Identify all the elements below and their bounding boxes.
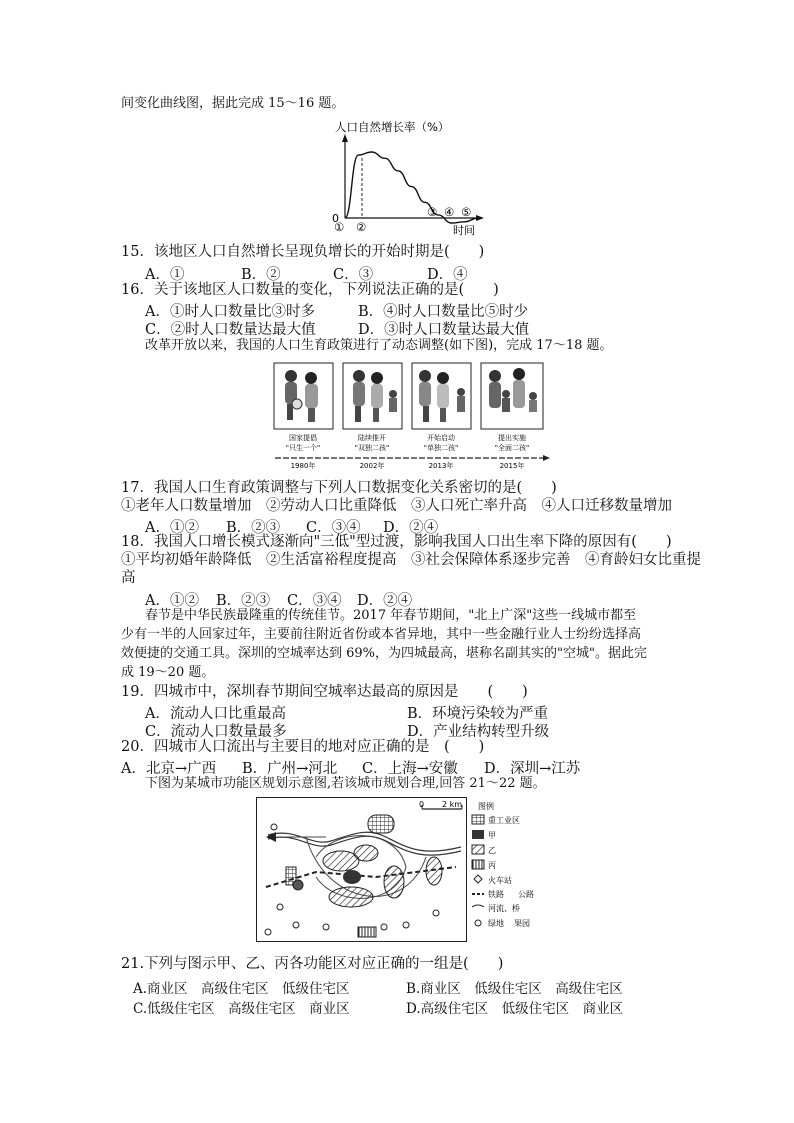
legend-title: 图例 — [478, 802, 494, 811]
q15-option-a[interactable]: A．① — [145, 267, 185, 283]
q21-stem: 21.下列与图示甲、乙、丙各功能区对应正确的一组是( ) — [121, 956, 504, 972]
road-arrow — [266, 832, 276, 842]
intro-text-15-16: 间变化曲线图，据此完成 15～16 题。 — [121, 96, 345, 111]
q21-option-c[interactable]: C.低级住宅区 高级住宅区 商业区 — [133, 1001, 350, 1017]
q15-option-c[interactable]: C．③ — [333, 267, 374, 283]
caption-1-line1: 国家提倡 — [289, 434, 317, 442]
panel-one-child — [274, 363, 333, 429]
caption-2-line1: 陆续推开 — [358, 434, 386, 442]
timeline-arrow — [543, 455, 550, 461]
q15-option-d[interactable]: D．④ — [427, 267, 468, 283]
q21-option-b[interactable]: B.商业区 低级住宅区 高级住宅区 — [406, 981, 623, 997]
caption-3-line2: "单独二孩" — [423, 444, 459, 452]
zone-bing — [358, 927, 376, 937]
q18-option-a[interactable]: A．①② — [145, 593, 199, 609]
intro-text-21-22: 下图为某城市功能区规划示意图,若该城市规划合理,回答 21～22 题。 — [145, 776, 546, 791]
intro-text-19-20-line4: 成 19～20 题。 — [121, 665, 215, 680]
q18-option-c[interactable]: C．③④ — [287, 593, 342, 609]
q17-items: ①老年人口数量增加 ②劳动人口比重降低 ③人口死亡率升高 ④人口迁移数量增加 — [121, 498, 672, 514]
q20-stem: 20．四城市人口流出与主要目的地对应正确的是 ( ) — [121, 739, 485, 755]
q20-option-a[interactable]: A．北京→广西 — [121, 761, 217, 777]
legend-yi: 乙 — [488, 846, 496, 855]
panel-double-only-two — [343, 363, 402, 429]
intro-text-19-20-line1: 春节是中华民族最隆重的传统佳节。2017 年春节期间，"北上广深"这些一线城市都至 — [145, 608, 637, 623]
legend-greenland: 绿地 — [488, 919, 504, 928]
q16-option-d[interactable]: D．③时人口数量达最大值 — [358, 322, 530, 338]
legend-river-bridge: 河流、桥 — [488, 904, 520, 913]
q19-stem: 19．四城市中，深圳春节期间空城率达最高的原因是 ( ) — [121, 684, 528, 700]
chart-xlabel: 时间 — [453, 224, 475, 237]
q18-option-d[interactable]: D．②④ — [357, 593, 413, 609]
intro-text-19-20-line3: 效便捷的交通工具。深圳的空城率达到 69%，为四城最高，堪称名副其实的"空城"。据此完 — [121, 646, 647, 661]
caption-2-year: 2002年 — [359, 462, 385, 470]
q17-stem: 17．我国人口生育政策调整与下列人口数据变化关系密切的是( ) — [121, 480, 557, 496]
q16-stem: 16．关于该地区人口数量的变化，下列说法正确的是( ) — [121, 282, 499, 298]
q19-option-c[interactable]: C．流动人口数量最多 — [145, 724, 287, 740]
legend-bing: 丙 — [488, 861, 496, 870]
q18-stem: 18．我国人口增长模式逐渐向"三低"型过渡，影响我国人口出生率下降的原因有( ) — [121, 534, 672, 550]
caption-1-year: 1980年 — [290, 462, 316, 470]
q17-option-b[interactable]: B．②③ — [226, 520, 281, 536]
q17-option-d[interactable]: D．②④ — [383, 520, 439, 536]
legend-railway: 铁路 — [488, 890, 504, 899]
y-axis-arrow — [342, 134, 348, 142]
q18-items-line2: 高 — [121, 570, 136, 586]
tree-legend-icon — [475, 920, 481, 926]
city-map — [256, 797, 546, 943]
q19-option-b[interactable]: B．环境污染较为严重 — [407, 706, 549, 722]
caption-3-year: 2013年 — [428, 462, 454, 470]
mark-5: ⑤ — [461, 205, 472, 219]
zone-jia — [343, 870, 361, 884]
caption-4-year: 2015年 — [499, 462, 525, 470]
q20-option-b[interactable]: B．广州→河北 — [242, 761, 338, 777]
growth-rate-chart — [320, 118, 510, 240]
mark-1: ① — [334, 220, 345, 234]
legend-heavy-industry: 重工业区 — [488, 816, 520, 825]
legend-orchard: 果园 — [514, 919, 530, 928]
q16-option-b[interactable]: B．④时人口数量比⑤时少 — [358, 304, 529, 320]
q21-option-d[interactable]: D.高级住宅区 低级住宅区 商业区 — [406, 1001, 624, 1017]
caption-2-line2: "双独二孩" — [354, 444, 390, 452]
q18-option-b[interactable]: B．②③ — [216, 593, 271, 609]
q18-items-line1: ①平均初婚年龄降低 ②生活富裕程度提高 ③社会保障体系逐步完善 ④育龄妇女比重提 — [121, 552, 701, 568]
policy-figure — [273, 362, 553, 472]
panel-single-only-two — [412, 363, 471, 429]
growth-curve — [345, 152, 478, 223]
panel-universal-two — [481, 363, 543, 429]
mark-3: ③ — [427, 205, 438, 219]
q20-option-c[interactable]: C．上海→安徽 — [362, 761, 458, 777]
q17-option-c[interactable]: C．③④ — [306, 520, 361, 536]
caption-3-line1: 开始启动 — [427, 434, 455, 442]
q16-option-c[interactable]: C．②时人口数量达最大值 — [145, 322, 316, 338]
legend-road: 公路 — [518, 890, 534, 899]
mark-2: ② — [356, 220, 367, 234]
q20-option-d[interactable]: D．深圳→江苏 — [484, 761, 581, 777]
legend-station: 火车站 — [488, 876, 512, 885]
q16-option-a[interactable]: A．①时人口数量比③时多 — [145, 304, 315, 320]
caption-4-line1: 提出实施 — [498, 434, 526, 442]
q19-option-a[interactable]: A．流动人口比重最高 — [145, 706, 286, 722]
mark-4: ④ — [444, 205, 455, 219]
q15-option-b[interactable]: B．② — [241, 267, 281, 283]
q21-option-a[interactable]: A.商业区 高级住宅区 低级住宅区 — [133, 981, 350, 997]
scale-unit: 2 km — [442, 800, 463, 809]
caption-1-line2: "只生一个" — [285, 444, 321, 452]
q17-option-a[interactable]: A．①② — [145, 520, 199, 536]
intro-text-17-18: 改革开放以来，我国的人口生育政策进行了动态调整(如下图)，完成 17～18 题。 — [145, 338, 613, 353]
intro-text-19-20-line2: 少有一半的人回家过年，主要前往附近省份或本省异地，其中一些金融行业人士纷纷选择高 — [121, 627, 642, 642]
train-station — [293, 880, 303, 890]
caption-4-line2: "全面二孩" — [494, 444, 530, 452]
scale-zero: 0 — [419, 800, 425, 809]
station-legend-icon — [474, 875, 482, 883]
legend-jia: 甲 — [488, 831, 496, 840]
chart-ylabel: 人口自然增长率（%） — [335, 120, 450, 134]
q19-option-d[interactable]: D．产业结构转型升级 — [407, 724, 550, 740]
q15-stem: 15．该地区人口自然增长呈现负增长的开始时期是( ) — [121, 244, 485, 260]
heavy-industry-zone — [368, 815, 394, 833]
chart-zero-label: 0 — [332, 212, 339, 225]
